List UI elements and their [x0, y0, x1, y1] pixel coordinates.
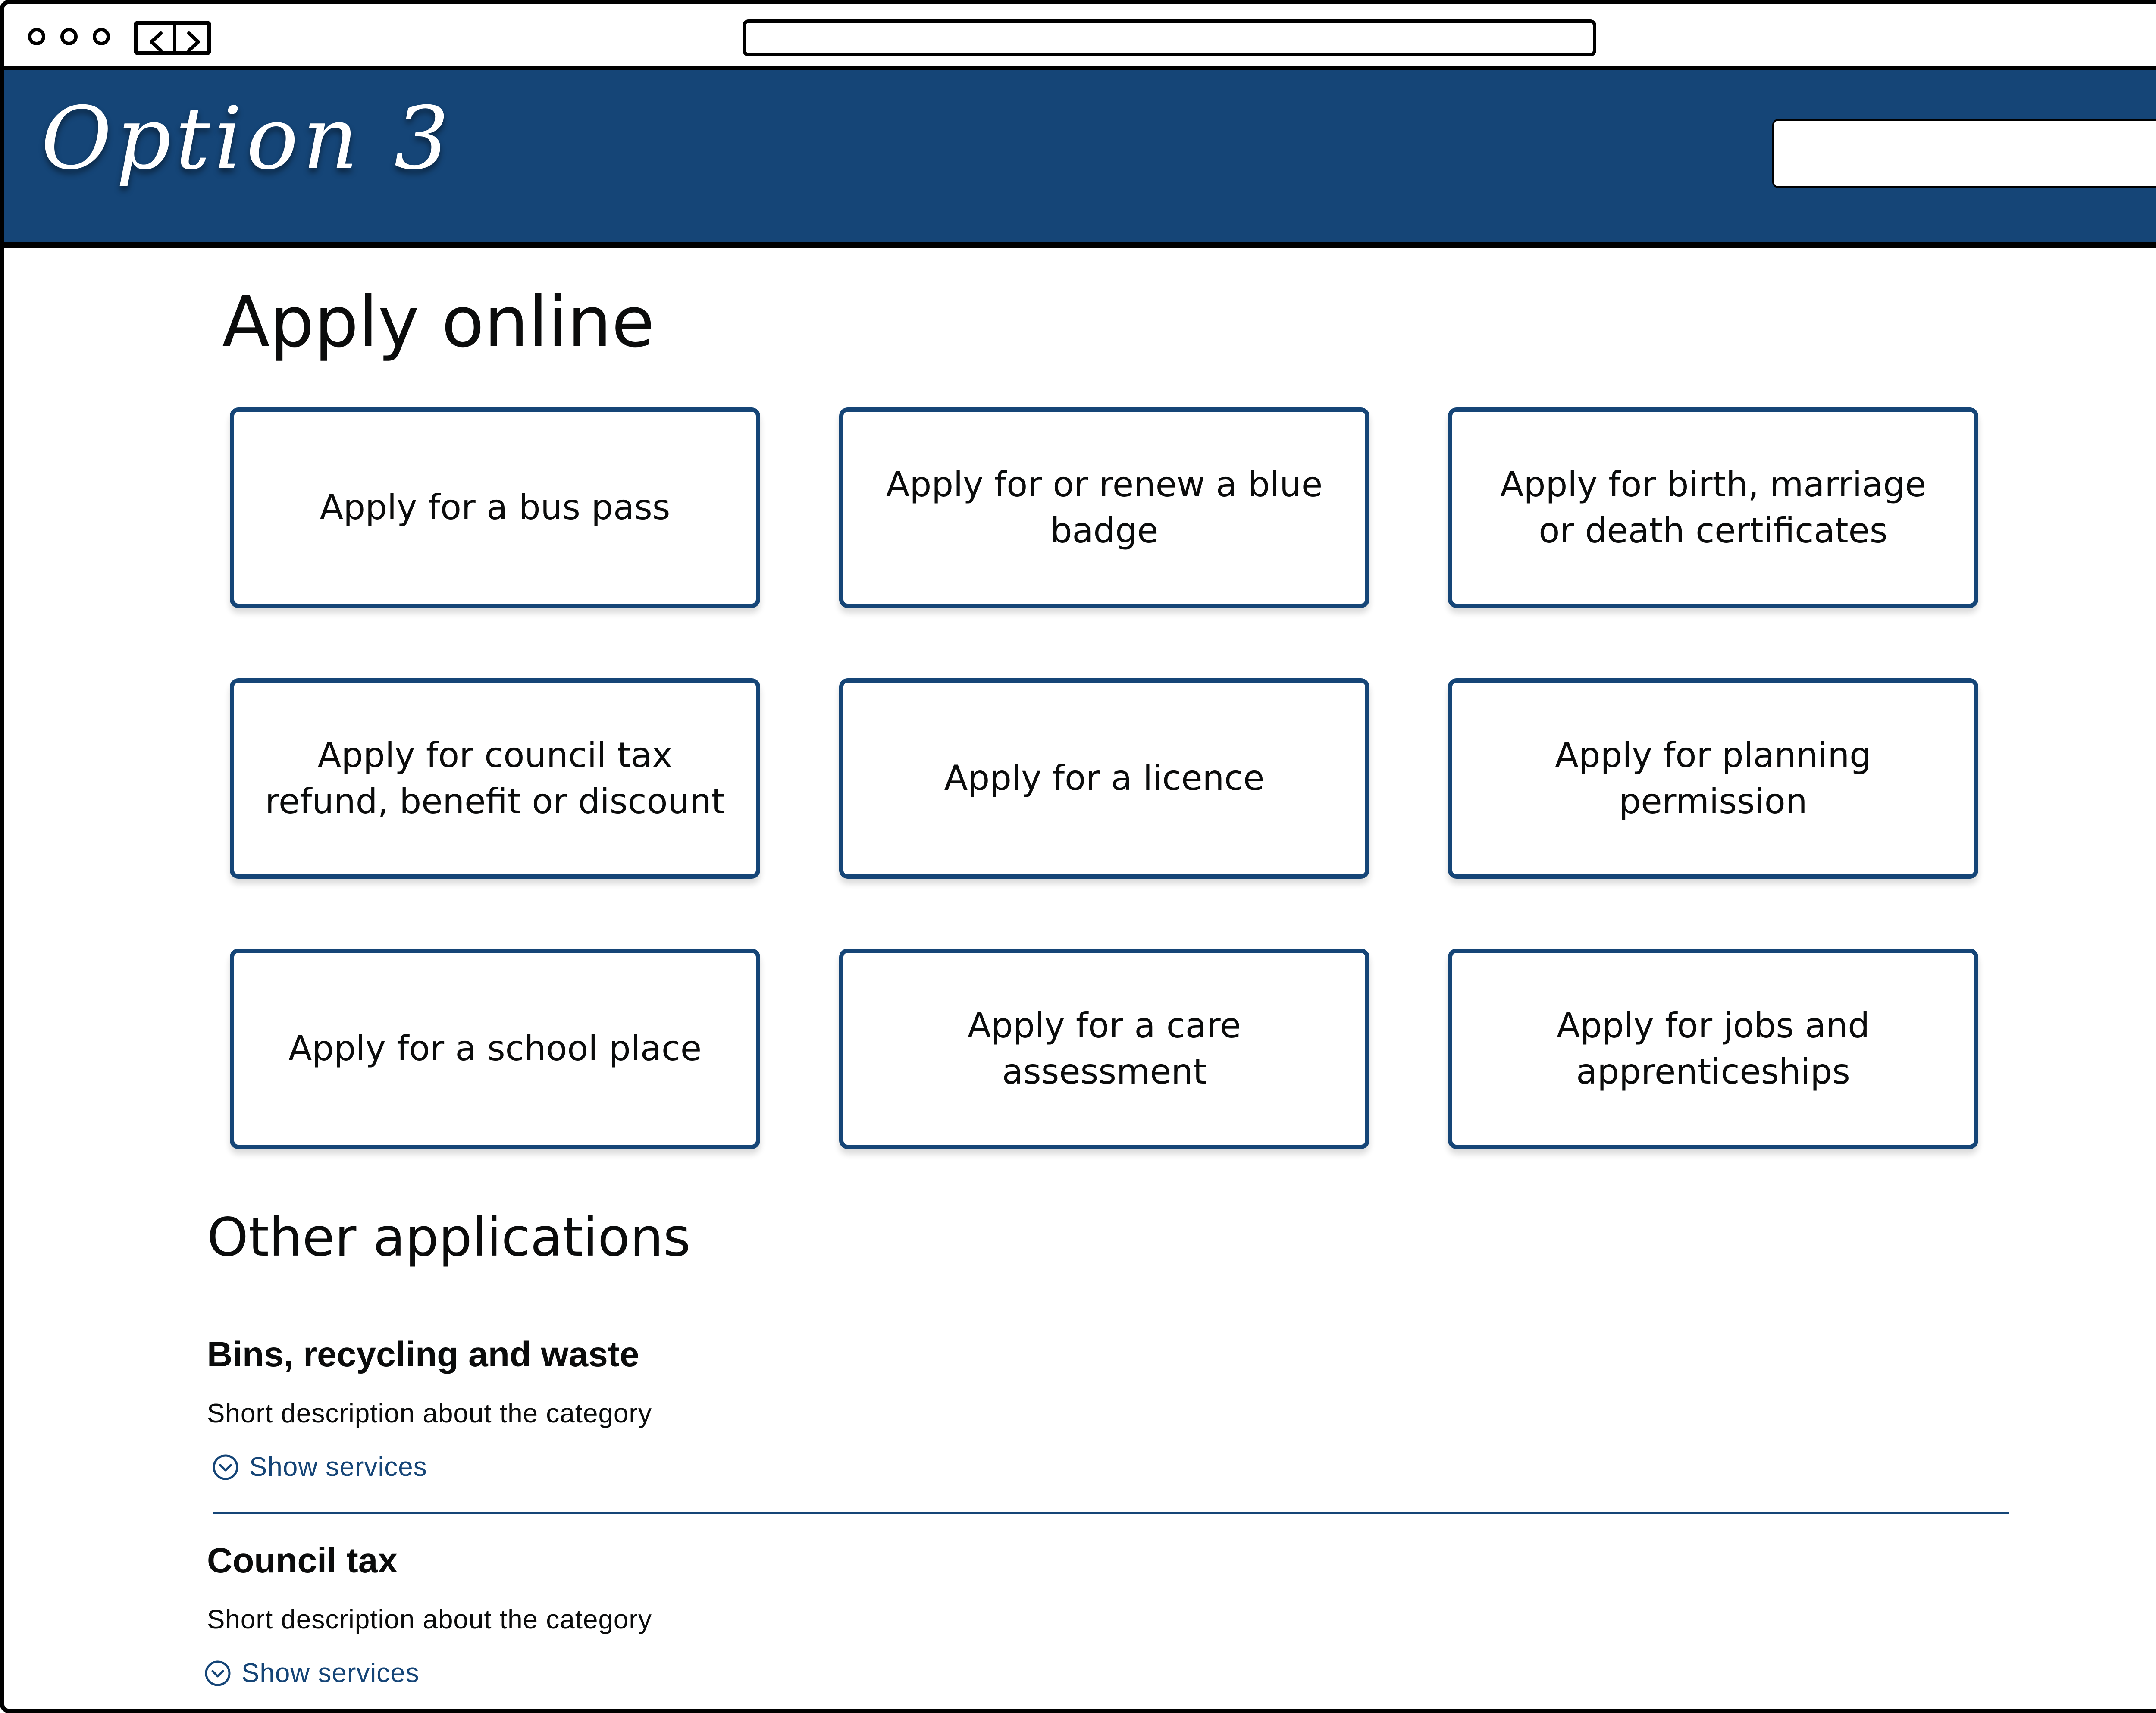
section-title-other-applications: Other applications	[207, 1207, 691, 1268]
card-label: Apply for a bus pass	[320, 487, 671, 528]
site-header	[4, 70, 2156, 248]
card-planning-permission[interactable]	[1448, 678, 1978, 879]
browser-nav-buttons	[134, 21, 211, 55]
card-care-assessment[interactable]	[839, 949, 1369, 1149]
category-title: Bins, recycling and waste	[207, 1335, 639, 1374]
window-maximize-dot[interactable]	[93, 28, 110, 45]
window-close-dot[interactable]	[28, 28, 45, 45]
card-label: Apply for a care assessment	[967, 1005, 1241, 1092]
card-label: Apply for council tax refund, benefit or discount	[265, 735, 725, 821]
card-label: Apply for jobs and apprenticeships	[1556, 1005, 1870, 1092]
category-description: Short description about the category	[207, 1399, 652, 1428]
card-label: Apply for birth, marriage or death certificates	[1500, 464, 1927, 551]
card-jobs-apprenticeships[interactable]	[1448, 949, 1978, 1149]
chevron-down-circle-icon	[204, 1659, 232, 1688]
card-label: Apply for a school place	[288, 1028, 702, 1069]
back-arrow-icon[interactable]	[145, 31, 167, 53]
nav-separator	[173, 25, 176, 51]
site-logo[interactable]: Option 3	[41, 88, 454, 189]
card-bus-pass[interactable]	[230, 407, 760, 608]
search-input[interactable]	[1772, 119, 2156, 188]
search-form	[1772, 119, 2156, 188]
card-label: Apply for planning permission	[1555, 735, 1871, 821]
card-licence[interactable]	[839, 678, 1369, 879]
page-title: Apply online	[222, 282, 655, 363]
address-bar[interactable]	[743, 19, 1596, 56]
card-label: Apply for or renew a blue badge	[886, 464, 1323, 551]
card-council-tax-refund[interactable]	[230, 678, 760, 879]
chevron-down-circle-icon	[211, 1453, 240, 1481]
card-school-place[interactable]	[230, 949, 760, 1149]
category-description: Short description about the category	[207, 1605, 652, 1635]
browser-toolbar	[4, 4, 2156, 70]
card-certificates[interactable]	[1448, 407, 1978, 608]
show-services-link[interactable]	[204, 1658, 420, 1688]
window-minimize-dot[interactable]	[60, 28, 78, 45]
show-services-link[interactable]	[211, 1452, 427, 1482]
card-label: Apply for a licence	[944, 758, 1265, 799]
show-services-label: Show services	[241, 1658, 420, 1688]
category-divider	[213, 1512, 2009, 1514]
category-title: Council tax	[207, 1541, 398, 1580]
forward-arrow-icon[interactable]	[183, 31, 204, 53]
show-services-label: Show services	[249, 1452, 427, 1482]
card-blue-badge[interactable]	[839, 407, 1369, 608]
